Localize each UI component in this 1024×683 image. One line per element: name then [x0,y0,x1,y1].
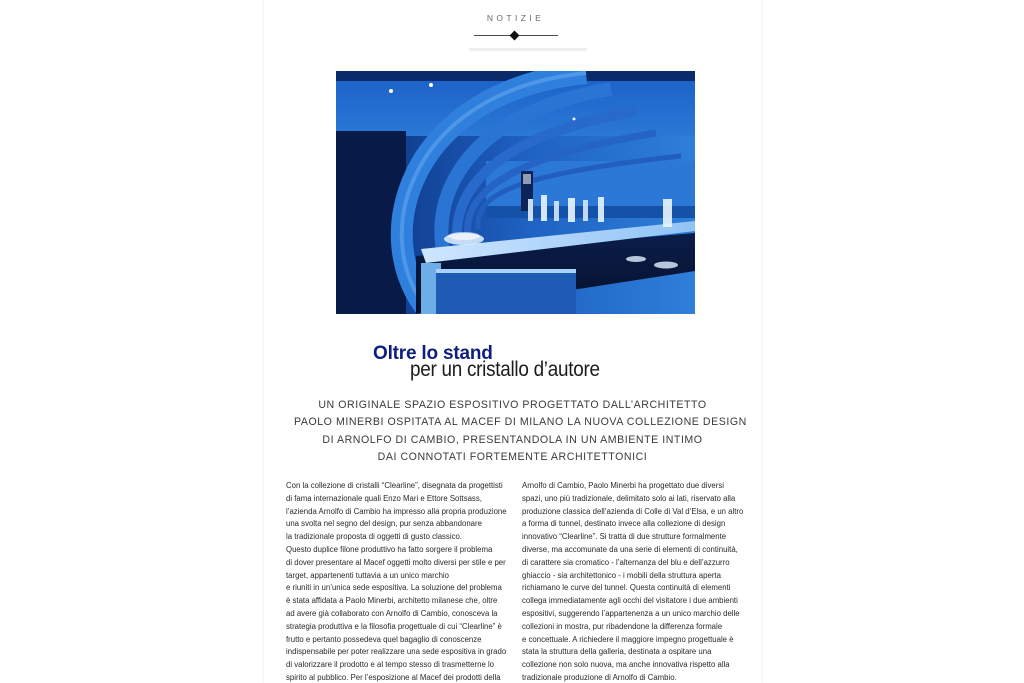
body-line: ghiaccio - sia architettonico - i mobili della struttura aperta [522,570,721,580]
body-line: richiamano le curve del tunnel. Questa continuità di elementi [522,583,731,593]
body-line: Questo duplice filone produttivo ha fatto sorgere il problema [286,544,493,554]
exhibition-photo [336,71,695,314]
body-line: collezione non solo nuova, ma anche innovativa rispetto alla [522,660,730,670]
body-line: di valorizzare il prodotto e al tempo stesso di trasmetterne lo [286,660,495,670]
standfirst-line: UN ORIGINALE SPAZIO ESPOSITIVO PROGETTATO DALL’ARCHITETTO [318,399,707,411]
body-line: indispensabile per poter realizzare una sede espositiva in grado [286,647,507,657]
body-line: Arnolfo di Cambio, Paolo Minerbi ha progettato due diversi [522,481,724,490]
body-line: una svolta nel segno del design, pur senza abbandonare [286,519,482,529]
body-line: Con la collezione di cristalli “Clearline”, disegnata da progettisti [286,481,503,490]
body-line: l’azienda Arnolfo di Cambio ha impresso alla propria produzione [286,506,507,516]
body-column-left [286,480,514,683]
body-line: spirito al pubblico. Per l’esposizione al Macef dei prodotti della [286,672,501,682]
body-line: strategia produttiva e la filosofia progettuale di cui “Clearline” è [286,621,502,631]
diamond-ornament [510,31,520,41]
body-line: espositivi, suggerendo l’appartenenza a un unico marchio delle [522,608,740,618]
body-line: produzione classica dell’azienda di Colle di Val d’Elsa, e un altro [522,506,744,516]
title-main: Oltre lo stand [373,343,493,364]
section-label: NOTIZIE [486,13,545,23]
title-sub: per un cristallo d’autore [410,358,600,381]
body-line: innovativo “Clearline”. Si tratta di due strutture formalmente [522,532,727,542]
body-line: ad avere già collaborato con Arnolfo di Cambio, conosceva la [286,608,498,618]
standfirst-line: DI ARNOLFO DI CAMBIO, PRESENTANDOLA IN UN AMBIENTE INTIMO [322,433,703,446]
body-line: è stata affidata a Paolo Minerbi, architetto milanese che, oltre [286,596,498,606]
body-line: spazi, uno più tradizionale, delimitato solo ai lati, riservato alla [522,493,736,503]
body-column-right [522,480,754,683]
body-line: frutto e pertanto possedeva quel bagaglio di conoscenze [286,634,482,644]
body-line: collega immediatamente agli occhi del visitatore i due ambienti [522,596,738,606]
standfirst-line: DAI CONNOTATI FORTEMENTE ARCHITETTONICI [377,450,648,463]
body-line: e concettuale. A richiedere il maggiore impegno progettuale è [522,634,734,644]
body-line: di dover presentare al Macef oggetti molto diversi per stile e per [286,557,506,567]
body-line: e riuniti in un’unica sede espositiva. La soluzione del problema [286,583,502,593]
body-line: diverse, ma accomunate da una serie di elementi di continuità, [522,544,738,554]
body-line: di carattere sia cromatico - l’alternanza del blu e dell’azzurro [522,557,730,567]
body-line: tradizionale produzione di Arnolfo di Cambio. [522,672,677,682]
article-title [373,343,693,381]
body-line: di fama internazionale quali Enzo Mari e Ettore Sottsass, [286,493,482,503]
header-ghost-rule [469,48,587,51]
magazine-page [264,0,761,683]
article-standfirst [294,397,747,466]
body-line: target, appartenenti tuttavia a un unico marchio [286,570,449,580]
body-line: la tradizionale proposta di oggetti di gusto classico. [286,532,462,542]
standfirst-line: PAOLO MINERBI OSPITATA AL MACEF DI MILANO LA NUOVA COLLEZIONE DESIGN [294,416,747,429]
body-line: stata la struttura della galleria, destinata a ospitare una [522,647,712,657]
body-line: collezioni in mostra, pur ribadendone la differenza formale [522,621,723,631]
body-line: a forma di tunnel, destinato invece alla collezione di design [522,519,726,529]
